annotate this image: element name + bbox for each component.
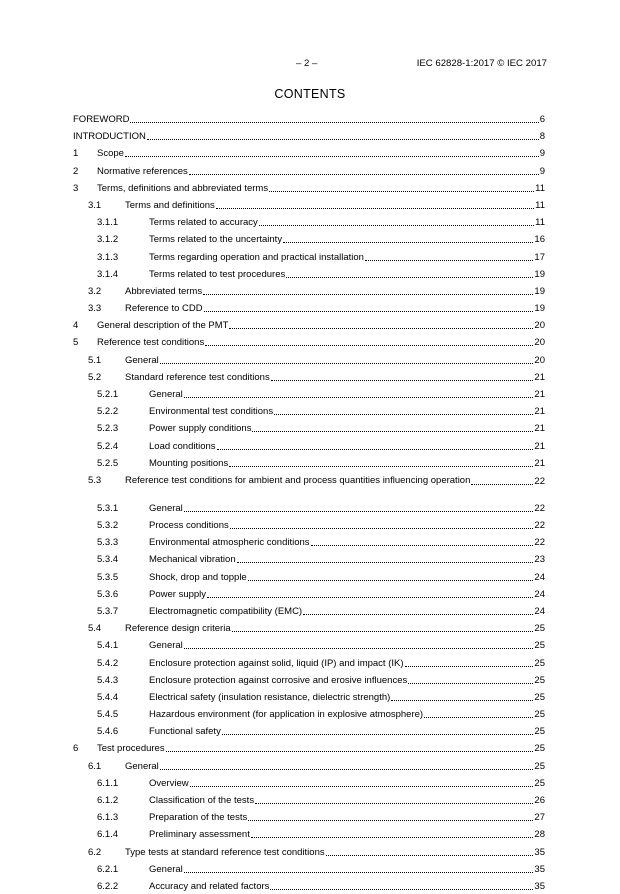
toc-entry-title: Mechanical vibration <box>149 554 236 566</box>
toc-entry[interactable] <box>73 808 545 825</box>
dot-leader <box>229 328 533 329</box>
dot-leader <box>166 751 534 752</box>
toc-entry-title: Standard reference test conditions <box>125 371 270 383</box>
toc-entry-number: 5.4.6 <box>97 726 119 738</box>
toc-entry-number: 5.2.1 <box>97 389 119 400</box>
toc-entry[interactable] <box>73 316 545 333</box>
toc-entry[interactable] <box>73 825 545 842</box>
toc-entry-title: Electromagnetic compatibility (EMC) <box>149 605 303 617</box>
toc-entry-number: 3.3 <box>88 303 102 315</box>
toc-entry-number: 6.1.2 <box>97 795 119 807</box>
dot-leader <box>205 345 533 346</box>
toc-entry-page: 19 <box>534 268 545 280</box>
toc-entry-number: 5.2.4 <box>97 440 119 452</box>
dot-leader <box>283 242 533 243</box>
toc-entry[interactable] <box>73 196 545 213</box>
dot-leader <box>190 786 534 787</box>
dot-leader <box>326 855 534 856</box>
toc-entry-number: 5.3.4 <box>97 554 119 566</box>
toc-entry-title: Mounting positions <box>149 457 229 469</box>
toc-entry-number: 5.1 <box>88 354 102 366</box>
toc-entry-title: Hazardous environment (for application in explosive atmosphere) <box>149 709 424 721</box>
dot-leader <box>311 545 534 546</box>
dot-leader <box>184 511 534 512</box>
dot-leader <box>237 562 534 563</box>
toc-entry-page: 25 <box>534 709 545 721</box>
toc-entry-page: 19 <box>534 285 545 297</box>
toc-entry-title: Load conditions <box>149 440 216 452</box>
toc-entry[interactable] <box>73 127 545 144</box>
toc-entry[interactable] <box>73 162 545 179</box>
toc-entry-number: 5.2.5 <box>97 457 119 469</box>
toc-entry[interactable] <box>73 282 545 299</box>
toc-entry[interactable] <box>73 333 545 350</box>
toc-entry-page: 25 <box>534 623 545 635</box>
toc-entry-page: 21 <box>534 371 545 383</box>
toc-entry-title: Environmental test conditions <box>149 406 274 418</box>
dot-leader <box>408 683 533 684</box>
toc-entry-title: Environmental atmospheric conditions <box>149 537 310 549</box>
toc-entry[interactable] <box>73 791 545 808</box>
toc-entry[interactable] <box>73 385 545 402</box>
toc-entry-title: Classification of the tests <box>149 795 255 807</box>
toc-entry-page: 25 <box>534 674 545 686</box>
toc-entry-page: 35 <box>534 846 545 858</box>
toc-entry-page: 35 <box>534 863 545 875</box>
toc-entry-page: 11 <box>535 182 545 194</box>
dot-leader <box>203 294 533 295</box>
toc-entry-page: 17 <box>534 251 545 263</box>
toc-entry-page: 9 <box>539 165 545 177</box>
page-number: – 2 – <box>296 58 318 69</box>
toc-entry-page: 26 <box>534 795 545 807</box>
dot-leader <box>230 528 534 529</box>
toc-entry-number: 6.2 <box>88 846 102 858</box>
toc-entry-page: 11 <box>535 217 545 229</box>
toc-entry-title: Type tests at standard reference test conditions <box>125 846 325 858</box>
toc-entry-number: 6.2.1 <box>97 863 119 875</box>
toc-entry-number: 5.3.6 <box>97 588 119 600</box>
toc-entry-title: Terms, definitions and abbreviated terms <box>97 182 269 194</box>
toc-entry-number: 3.2 <box>88 285 102 297</box>
toc-entry[interactable] <box>73 419 545 436</box>
dot-leader <box>248 820 533 821</box>
toc-entry-title: INTRODUCTION <box>73 131 146 143</box>
toc-entry[interactable] <box>73 688 545 705</box>
toc-entry-page: 22 <box>534 502 545 514</box>
toc-entry-title: Reference test conditions <box>97 337 205 349</box>
dot-leader <box>125 156 539 157</box>
dot-leader <box>160 363 534 364</box>
toc-entry-number: 3.1.2 <box>97 234 119 246</box>
toc-entry-title: Abbreviated terms <box>125 285 203 297</box>
toc-entry-page: 22 <box>534 537 545 549</box>
toc-entry-page: 21 <box>534 457 545 469</box>
toc-entry-page: 25 <box>534 726 545 738</box>
toc-entry-page: 20 <box>534 337 545 349</box>
toc-entry-number: 3.1.3 <box>97 251 119 263</box>
toc-entry-number: 5.3.3 <box>97 537 119 549</box>
dot-leader <box>271 380 534 381</box>
toc-entry-number: 5.3.1 <box>97 502 119 514</box>
toc-entry-title: Power supply <box>149 588 207 600</box>
toc-entry-number: 2 <box>73 165 79 177</box>
toc-entry[interactable] <box>73 533 545 550</box>
toc-entry-number: 3.1.4 <box>97 268 119 280</box>
toc-entry-page: 21 <box>534 406 545 418</box>
toc-entry[interactable] <box>73 671 545 688</box>
toc-entry-number: 5.3.7 <box>97 605 119 617</box>
dot-leader <box>204 311 534 312</box>
toc-entry-page: 24 <box>534 588 545 600</box>
toc-entry-title: General <box>149 502 183 514</box>
toc-entry[interactable] <box>73 110 545 127</box>
toc-entry-title: Terms related to accuracy <box>149 217 258 229</box>
toc-entry-number: 3.1.1 <box>97 217 119 229</box>
toc-entry[interactable] <box>73 402 545 419</box>
dot-leader <box>248 580 534 581</box>
toc-entry-number: 5.4.4 <box>97 691 119 703</box>
toc-entry-number: 6 <box>73 743 79 755</box>
toc-entry-page: 27 <box>534 812 545 824</box>
toc-entry-title: Process conditions <box>149 520 229 532</box>
toc-entry-page: 19 <box>534 303 545 315</box>
toc-entry-number: 6.2.2 <box>97 880 119 892</box>
toc-entry-number: 6.1.4 <box>97 829 119 841</box>
dot-leader <box>274 414 533 415</box>
dot-leader <box>252 431 533 432</box>
toc-entry-page: 23 <box>534 554 545 566</box>
page-title: CONTENTS <box>274 87 346 101</box>
dot-leader <box>207 597 533 598</box>
dot-leader <box>216 208 534 209</box>
toc-entry[interactable] <box>73 437 545 454</box>
toc-entry-title: General <box>125 760 159 772</box>
toc-entry-number: 5 <box>73 337 79 349</box>
dot-leader <box>365 260 533 261</box>
toc-entry-page: 21 <box>534 440 545 452</box>
dot-leader <box>303 614 533 615</box>
toc-entry-number: 1 <box>73 148 79 160</box>
toc-entry[interactable] <box>73 585 545 602</box>
toc-entry-page: 25 <box>534 657 545 669</box>
dot-leader <box>270 889 533 890</box>
toc-entry[interactable] <box>73 722 545 739</box>
toc-entry-page: 21 <box>534 423 545 435</box>
toc-entry-title: Overview <box>149 777 189 789</box>
toc-entry-title: FOREWORD <box>73 114 130 125</box>
dot-leader <box>130 122 538 123</box>
dot-leader <box>217 449 534 450</box>
dot-leader <box>189 174 539 175</box>
toc-entry-title: General <box>125 354 159 366</box>
toc-entry-title: General <box>149 389 183 400</box>
dot-leader <box>184 648 534 649</box>
toc-entry[interactable] <box>73 499 545 516</box>
toc-entry[interactable] <box>73 299 545 316</box>
toc-entry-page: 25 <box>534 760 545 772</box>
toc-entry-title: Enclosure protection against solid, liquid (IP) and impact (IK) <box>149 657 404 669</box>
toc-entry[interactable] <box>73 654 545 671</box>
toc-entry-title: General <box>149 640 183 652</box>
toc-entry-title: Accuracy and related factors <box>149 880 270 892</box>
toc-entry[interactable] <box>73 619 545 636</box>
toc-entry[interactable] <box>73 774 545 791</box>
dot-leader <box>232 631 534 632</box>
toc-entry[interactable] <box>73 877 545 894</box>
dot-leader <box>160 769 534 770</box>
toc-entry[interactable] <box>73 843 545 860</box>
toc-entry-number: 6.1 <box>88 760 102 772</box>
toc-entry-page: 21 <box>534 389 545 400</box>
toc-entry-number: 5.4.5 <box>97 709 119 721</box>
toc-entry-number: 6.1.3 <box>97 812 119 824</box>
dot-leader <box>255 803 533 804</box>
toc-entry[interactable] <box>73 230 545 247</box>
dot-leader <box>286 277 533 278</box>
toc-entry-page: 24 <box>534 605 545 617</box>
dot-leader <box>391 700 533 701</box>
toc-entry[interactable] <box>73 179 545 196</box>
toc-entry-number: 5.3.5 <box>97 571 119 583</box>
toc-entry[interactable] <box>73 248 545 265</box>
toc-entry[interactable] <box>73 757 545 774</box>
toc-entry[interactable] <box>73 351 545 368</box>
toc-entry-title: Terms related to the uncertainty <box>149 234 283 246</box>
toc-entry-title: Preliminary assessment <box>149 829 250 841</box>
toc-entry-number: 4 <box>73 320 79 332</box>
toc-entry-title: Terms and definitions <box>125 199 215 211</box>
toc-entry-title: Enclosure protection against corrosive and erosive influences <box>149 674 408 686</box>
dot-leader <box>471 484 533 485</box>
toc-entry-title: General <box>149 863 183 875</box>
toc-entry-number: 6.1.1 <box>97 777 119 789</box>
dot-leader <box>147 139 539 140</box>
toc-entry-number: 5.3.2 <box>97 520 119 532</box>
toc-entry-page: 35 <box>534 880 545 892</box>
toc-entry-page: 22 <box>534 520 545 532</box>
toc-entry-title: Terms related to test procedures <box>149 268 286 280</box>
toc-entry[interactable] <box>73 860 545 877</box>
dot-leader <box>184 397 534 398</box>
toc-entry-page: 24 <box>534 571 545 583</box>
document-reference: IEC 62828-1:2017 © IEC 2017 <box>416 58 547 69</box>
dot-leader <box>229 466 533 467</box>
toc-entry[interactable] <box>73 144 545 161</box>
toc-entry-number: 5.2 <box>88 371 102 383</box>
toc-entry-page: 22 <box>534 475 545 487</box>
toc-entry-title: Reference design criteria <box>125 623 231 635</box>
toc-entry[interactable] <box>73 516 545 533</box>
toc-entry-title: Normative references <box>97 165 188 177</box>
toc-entry-page: 16 <box>534 234 545 246</box>
toc-entry-number: 5.4.3 <box>97 674 119 686</box>
toc-entry-page: 11 <box>535 199 545 211</box>
toc-entry-page: 25 <box>534 777 545 789</box>
toc-entry-page: 25 <box>534 691 545 703</box>
toc-entry-number: 5.2.3 <box>97 423 119 435</box>
dot-leader <box>269 191 534 192</box>
toc-entry-page: 6 <box>539 114 545 125</box>
toc-entry[interactable] <box>73 705 545 722</box>
toc-entry-title: Shock, drop and topple <box>149 571 247 583</box>
toc-entry-page: 28 <box>534 829 545 841</box>
toc-entry[interactable] <box>73 550 545 567</box>
dot-leader <box>424 717 533 718</box>
toc-entry-title: Functional safety <box>149 726 221 738</box>
toc-entry-title: Electrical safety (insulation resistance, dielectric strength) <box>149 691 391 703</box>
table-of-contents <box>73 110 545 894</box>
toc-entry-page: 9 <box>539 148 545 160</box>
toc-entry-page: 20 <box>534 354 545 366</box>
dot-leader <box>405 666 534 667</box>
toc-entry-title: General description of the PMT <box>97 320 229 332</box>
toc-entry-number: 3 <box>73 182 79 194</box>
toc-entry-title: Test procedures <box>97 743 165 755</box>
toc-entry-number: 5.2.2 <box>97 406 119 418</box>
toc-entry-number: 5.4.2 <box>97 657 119 669</box>
toc-entry-number: 5.3 <box>88 474 102 486</box>
toc-entry[interactable] <box>73 568 545 585</box>
dot-leader <box>184 872 534 873</box>
toc-entry-title: Scope <box>97 148 124 160</box>
toc-entry-page: 25 <box>534 640 545 652</box>
toc-entry-title: Reference to CDD <box>125 303 203 315</box>
toc-entry[interactable] <box>73 471 545 499</box>
dot-leader <box>222 734 534 735</box>
toc-entry-title: Power supply conditions <box>149 423 252 435</box>
toc-entry[interactable] <box>73 454 545 471</box>
dot-leader <box>251 837 534 838</box>
toc-entry-number: 5.4 <box>88 623 102 635</box>
toc-entry-page: 8 <box>539 131 545 143</box>
toc-entry-number: 5.4.1 <box>97 640 119 652</box>
toc-entry[interactable] <box>73 213 545 230</box>
toc-entry[interactable] <box>73 368 545 385</box>
toc-entry-page: 25 <box>534 743 545 755</box>
toc-entry[interactable] <box>73 739 545 756</box>
toc-entry[interactable] <box>73 602 545 619</box>
toc-entry-title: Reference test conditions for ambient and process quantities influencing operation <box>125 474 471 486</box>
toc-entry[interactable] <box>73 265 545 282</box>
dot-leader <box>259 225 534 226</box>
toc-entry-title: Terms regarding operation and practical installation <box>149 251 364 263</box>
toc-entry-page: 20 <box>534 320 545 332</box>
toc-entry[interactable] <box>73 636 545 653</box>
toc-entry-title: Preparation of the tests <box>149 812 248 824</box>
toc-entry-number: 3.1 <box>88 199 102 211</box>
